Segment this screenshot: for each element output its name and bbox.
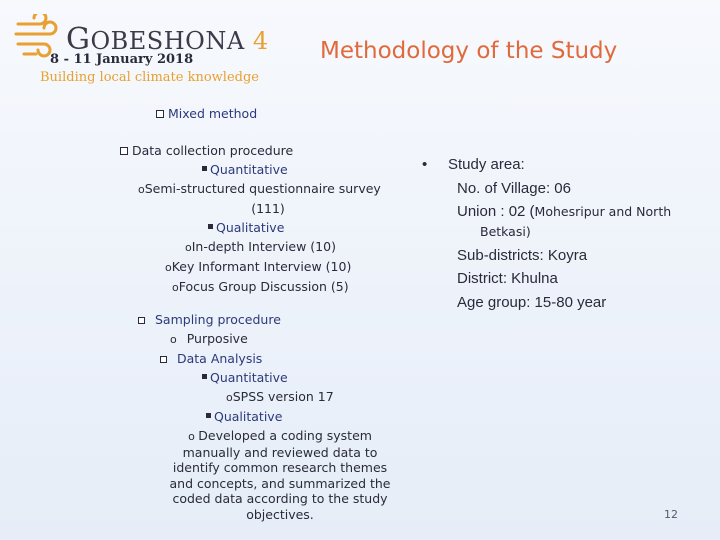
kii-label: Key Informant Interview (10) xyxy=(171,259,352,274)
data-analysis-heading xyxy=(110,349,420,368)
survey-count: (111) xyxy=(251,201,285,216)
study-area-label: Study area: xyxy=(448,156,525,173)
square-bullet-icon xyxy=(206,413,211,418)
analysis-quantitative-label: Quantitative xyxy=(210,370,288,385)
study-area-heading xyxy=(420,153,700,177)
survey-label: Semi-structured questionnaire survey xyxy=(144,181,381,196)
fgd-item xyxy=(120,277,420,297)
circle-bullet-icon: o xyxy=(188,430,199,443)
mixed-method-label: Mixed method xyxy=(168,106,258,121)
conference-logo xyxy=(14,12,269,88)
survey-item xyxy=(120,179,420,199)
idi-item xyxy=(120,237,420,257)
coding-line-2: manually and reviewed data to xyxy=(182,444,378,460)
coding-line-6: objectives. xyxy=(246,506,314,522)
purposive-item xyxy=(110,329,420,349)
idi-label: In-depth Interview (10) xyxy=(191,239,336,254)
quantitative-item xyxy=(120,160,420,179)
logo-name: OBESHONA xyxy=(90,27,245,55)
data-collection-section xyxy=(120,141,420,297)
study-area-section xyxy=(420,153,700,314)
sampling-label: Sampling procedure xyxy=(155,312,281,327)
age-group-item: Age group: 15-80 year xyxy=(457,293,607,311)
data-collection-label: Data collection procedure xyxy=(132,143,294,158)
sampling-heading xyxy=(110,310,420,329)
checkbox-bullet-icon xyxy=(120,147,128,155)
analysis-quantitative-item xyxy=(110,368,420,387)
quantitative-label: Quantitative xyxy=(210,162,288,177)
data-collection-heading xyxy=(120,141,420,160)
union-prefix: Union : 02 ( xyxy=(457,203,535,220)
union-names: Mohesripur and North xyxy=(534,204,672,219)
spss-item xyxy=(110,387,420,407)
analysis-qualitative-label: Qualitative xyxy=(214,409,283,424)
coding-line-1: o Developed a coding system xyxy=(188,428,372,443)
coding-line-5: coded data according to the study xyxy=(172,491,388,506)
district-item: District: Khulna xyxy=(457,270,558,287)
union-item xyxy=(420,200,700,224)
coding-description xyxy=(160,428,400,522)
subdistricts-item: Sub-districts: Koyra xyxy=(457,246,588,264)
fgd-label: Focus Group Discussion (5) xyxy=(178,279,349,294)
logo-number: 4 xyxy=(252,27,269,55)
coding-line-3: identify common research themes xyxy=(172,460,388,475)
dot-bullet-icon: • xyxy=(422,156,428,173)
square-bullet-icon xyxy=(202,166,207,171)
circle-bullet-icon: o xyxy=(138,183,145,196)
square-bullet-icon xyxy=(208,224,213,229)
circle-bullet-icon: o xyxy=(172,281,179,294)
purposive-label: Purposive xyxy=(186,331,248,346)
circle-bullet-icon: o xyxy=(226,391,233,404)
slide-title: Methodology of the Study xyxy=(320,38,618,64)
square-bullet-icon xyxy=(202,374,207,379)
qualitative-item xyxy=(120,218,420,237)
kii-item xyxy=(120,257,420,277)
analysis-qualitative-item xyxy=(110,407,420,426)
logo-tagline: Building local climate knowledge xyxy=(40,70,259,85)
page-number: 12 xyxy=(664,508,678,521)
sampling-analysis-section xyxy=(110,310,420,426)
checkbox-bullet-icon xyxy=(160,356,167,363)
mixed-method-item xyxy=(156,104,257,123)
checkbox-bullet-icon xyxy=(138,317,145,324)
villages-item: No. of Village: 06 xyxy=(457,179,571,197)
union-names-cont: Betkasi) xyxy=(480,223,531,239)
circle-bullet-icon: o xyxy=(165,261,172,274)
logo-initial: G xyxy=(66,22,91,57)
circle-bullet-icon: o xyxy=(185,241,192,254)
coding-line-4: and concepts, and summarized the xyxy=(169,475,391,491)
data-analysis-label: Data Analysis xyxy=(177,351,263,366)
spss-label: SPSS version 17 xyxy=(232,389,334,404)
circle-bullet-icon: o xyxy=(170,333,177,346)
logo-date: 8 - 11 January 2018 xyxy=(50,52,194,67)
checkbox-bullet-icon xyxy=(156,110,164,118)
qualitative-label: Qualitative xyxy=(216,220,285,235)
